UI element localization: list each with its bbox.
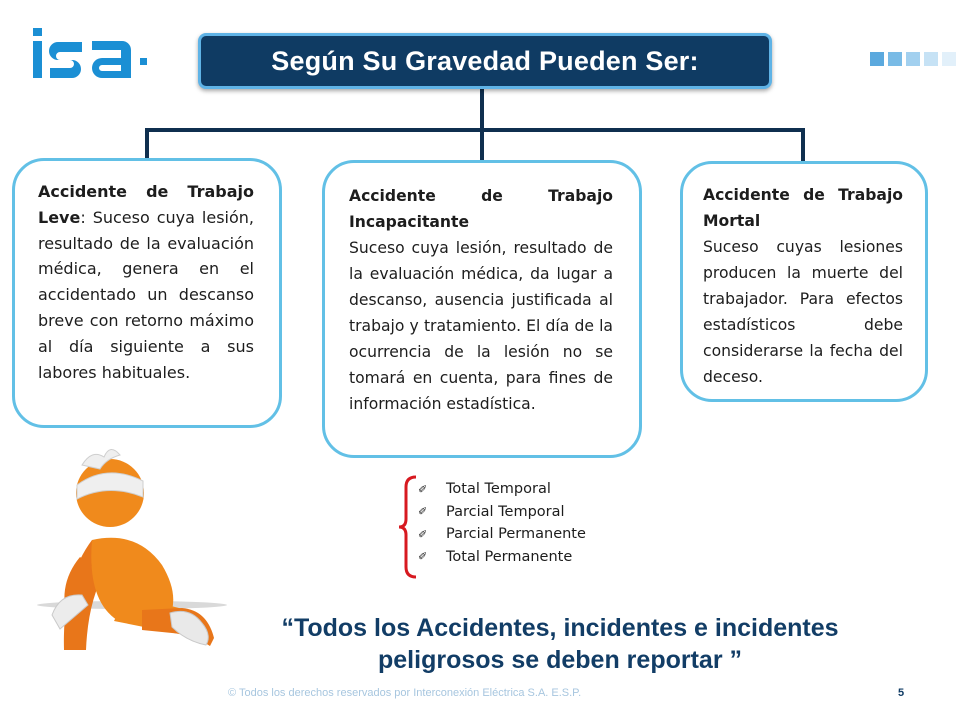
- list-item-label: Total Temporal: [446, 481, 551, 498]
- classification-list: [418, 478, 586, 568]
- reporting-quote: “Todos los Accidentes, incidentes e incidentes peligrosos se deben reportar ”: [281, 614, 839, 674]
- copyright-footer: © Todos los derechos reservados por Interconexión Eléctrica S.A. E.S.P.: [228, 687, 582, 699]
- list-item: [418, 478, 586, 501]
- card-incapacitante: [322, 160, 642, 458]
- card-mortal: [680, 161, 928, 402]
- pencil-bullet-icon: ✐: [418, 482, 428, 496]
- list-item-label: Parcial Temporal: [446, 503, 565, 520]
- list-item: [418, 501, 586, 524]
- list-item: [418, 523, 586, 546]
- slide-title: Según Su Gravedad Pueden Ser:: [271, 45, 699, 76]
- red-bracket: [398, 475, 420, 579]
- list-item: [418, 546, 586, 569]
- card-heading: Accidente de Trabajo Mortal: [703, 186, 903, 230]
- title-banner: [198, 33, 772, 89]
- card-body: Suceso cuya lesión, resultado de la evaluación médica, genera en el accidentado un descanso breve con retorno máximo al día siguiente a sus labores habituales.: [38, 207, 254, 382]
- card-body: Suceso cuyas lesiones producen la muerte del trabajador. Para efectos estadísticos debe considerarse la fecha del deceso.: [703, 238, 903, 386]
- list-item-label: Parcial Permanente: [446, 526, 586, 543]
- pencil-bullet-icon: ✐: [418, 505, 428, 519]
- pencil-bullet-icon: ✐: [418, 550, 428, 564]
- card-leve: [12, 158, 282, 428]
- card-separator: :: [80, 207, 86, 227]
- card-body: Suceso cuya lesión, resultado de la evaluación médica, da lugar a descanso, ausencia justificada al trabajo y tratamiento. El día de la ocurrencia de la lesión no se tomará en cuenta, para fines de información estadística.: [349, 239, 613, 413]
- card-heading: Accidente de Trabajo Incapacitante: [349, 187, 613, 231]
- card-heading: Accidente de Trabajo Leve: [38, 182, 254, 227]
- injured-worker-illustration: [22, 445, 232, 665]
- pencil-bullet-icon: ✐: [418, 527, 428, 541]
- page-number: 5: [898, 687, 905, 699]
- list-item-label: Total Permanente: [446, 548, 573, 565]
